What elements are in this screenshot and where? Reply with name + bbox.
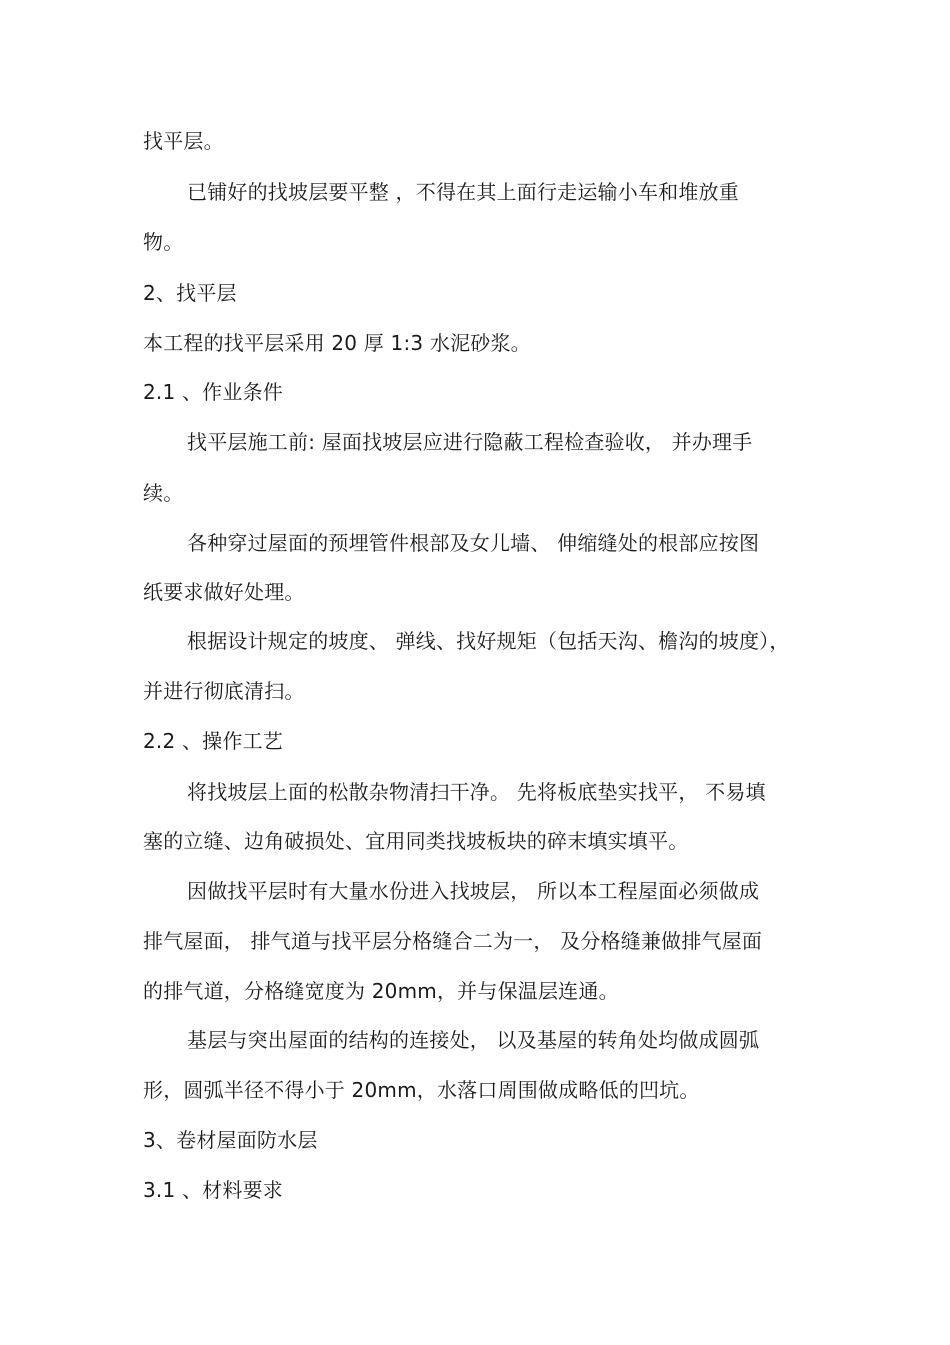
text-line-14: 将找坡层上面的松散杂物清扫干净。 先将板底垫实找平， 不易填 bbox=[187, 780, 766, 804]
section-heading-2: 2、找平层 bbox=[143, 281, 237, 305]
text-line-18: 的排气道，分格缝宽度为 20mm，并与保温层连通。 bbox=[143, 979, 619, 1003]
section-heading-3: 3、卷材屋面防水层 bbox=[143, 1128, 318, 1152]
text-line-7: 找平层施工前: 屋面找坡层应进行隐蔽工程检查验收， 并办理手 bbox=[187, 430, 753, 454]
text-line-20: 形，圆弧半径不得小于 20mm，水落口周围做成略低的凹坑。 bbox=[143, 1078, 700, 1102]
section-heading-3-1: 3.1 、材料要求 bbox=[143, 1178, 283, 1202]
text-line-10: 纸要求做好处理。 bbox=[143, 580, 305, 604]
text-line-1: 找平层。 bbox=[143, 129, 224, 153]
text-line-3: 物。 bbox=[143, 230, 184, 254]
text-line-12: 并进行彻底清扫。 bbox=[143, 679, 305, 703]
section-heading-2-1: 2.1 、作业条件 bbox=[143, 380, 283, 404]
text-line-16: 因做找平层时有大量水份进入找坡层， 所以本工程屋面必须做成 bbox=[187, 879, 760, 903]
text-line-11: 根据设计规定的坡度、 弹线、找好规矩（包括天沟、檐沟的坡度）， bbox=[187, 629, 790, 653]
section-heading-2-2: 2.2 、操作工艺 bbox=[143, 729, 283, 753]
text-line-15: 塞的立缝、边角破损处、宜用同类找坡板块的碎末填实填平。 bbox=[143, 829, 689, 853]
text-line-2: 已铺好的找坡层要平整 ，不得在其上面行走运输小车和堆放重 bbox=[187, 180, 739, 204]
text-line-17: 排气屋面， 排气道与找平层分格缝合二为一， 及分格缝兼做排气屋面 bbox=[143, 929, 763, 953]
text-line-5: 本工程的找平层采用 20 厚 1:3 水泥砂浆。 bbox=[143, 331, 531, 355]
text-line-9: 各种穿过屋面的预埋管件根部及女儿墙、 伸缩缝处的根部应按图 bbox=[187, 531, 760, 555]
text-line-19: 基层与突出屋面的结构的连接处， 以及基屋的转角处均做成圆弧 bbox=[187, 1028, 760, 1052]
text-line-8: 续。 bbox=[143, 481, 184, 505]
